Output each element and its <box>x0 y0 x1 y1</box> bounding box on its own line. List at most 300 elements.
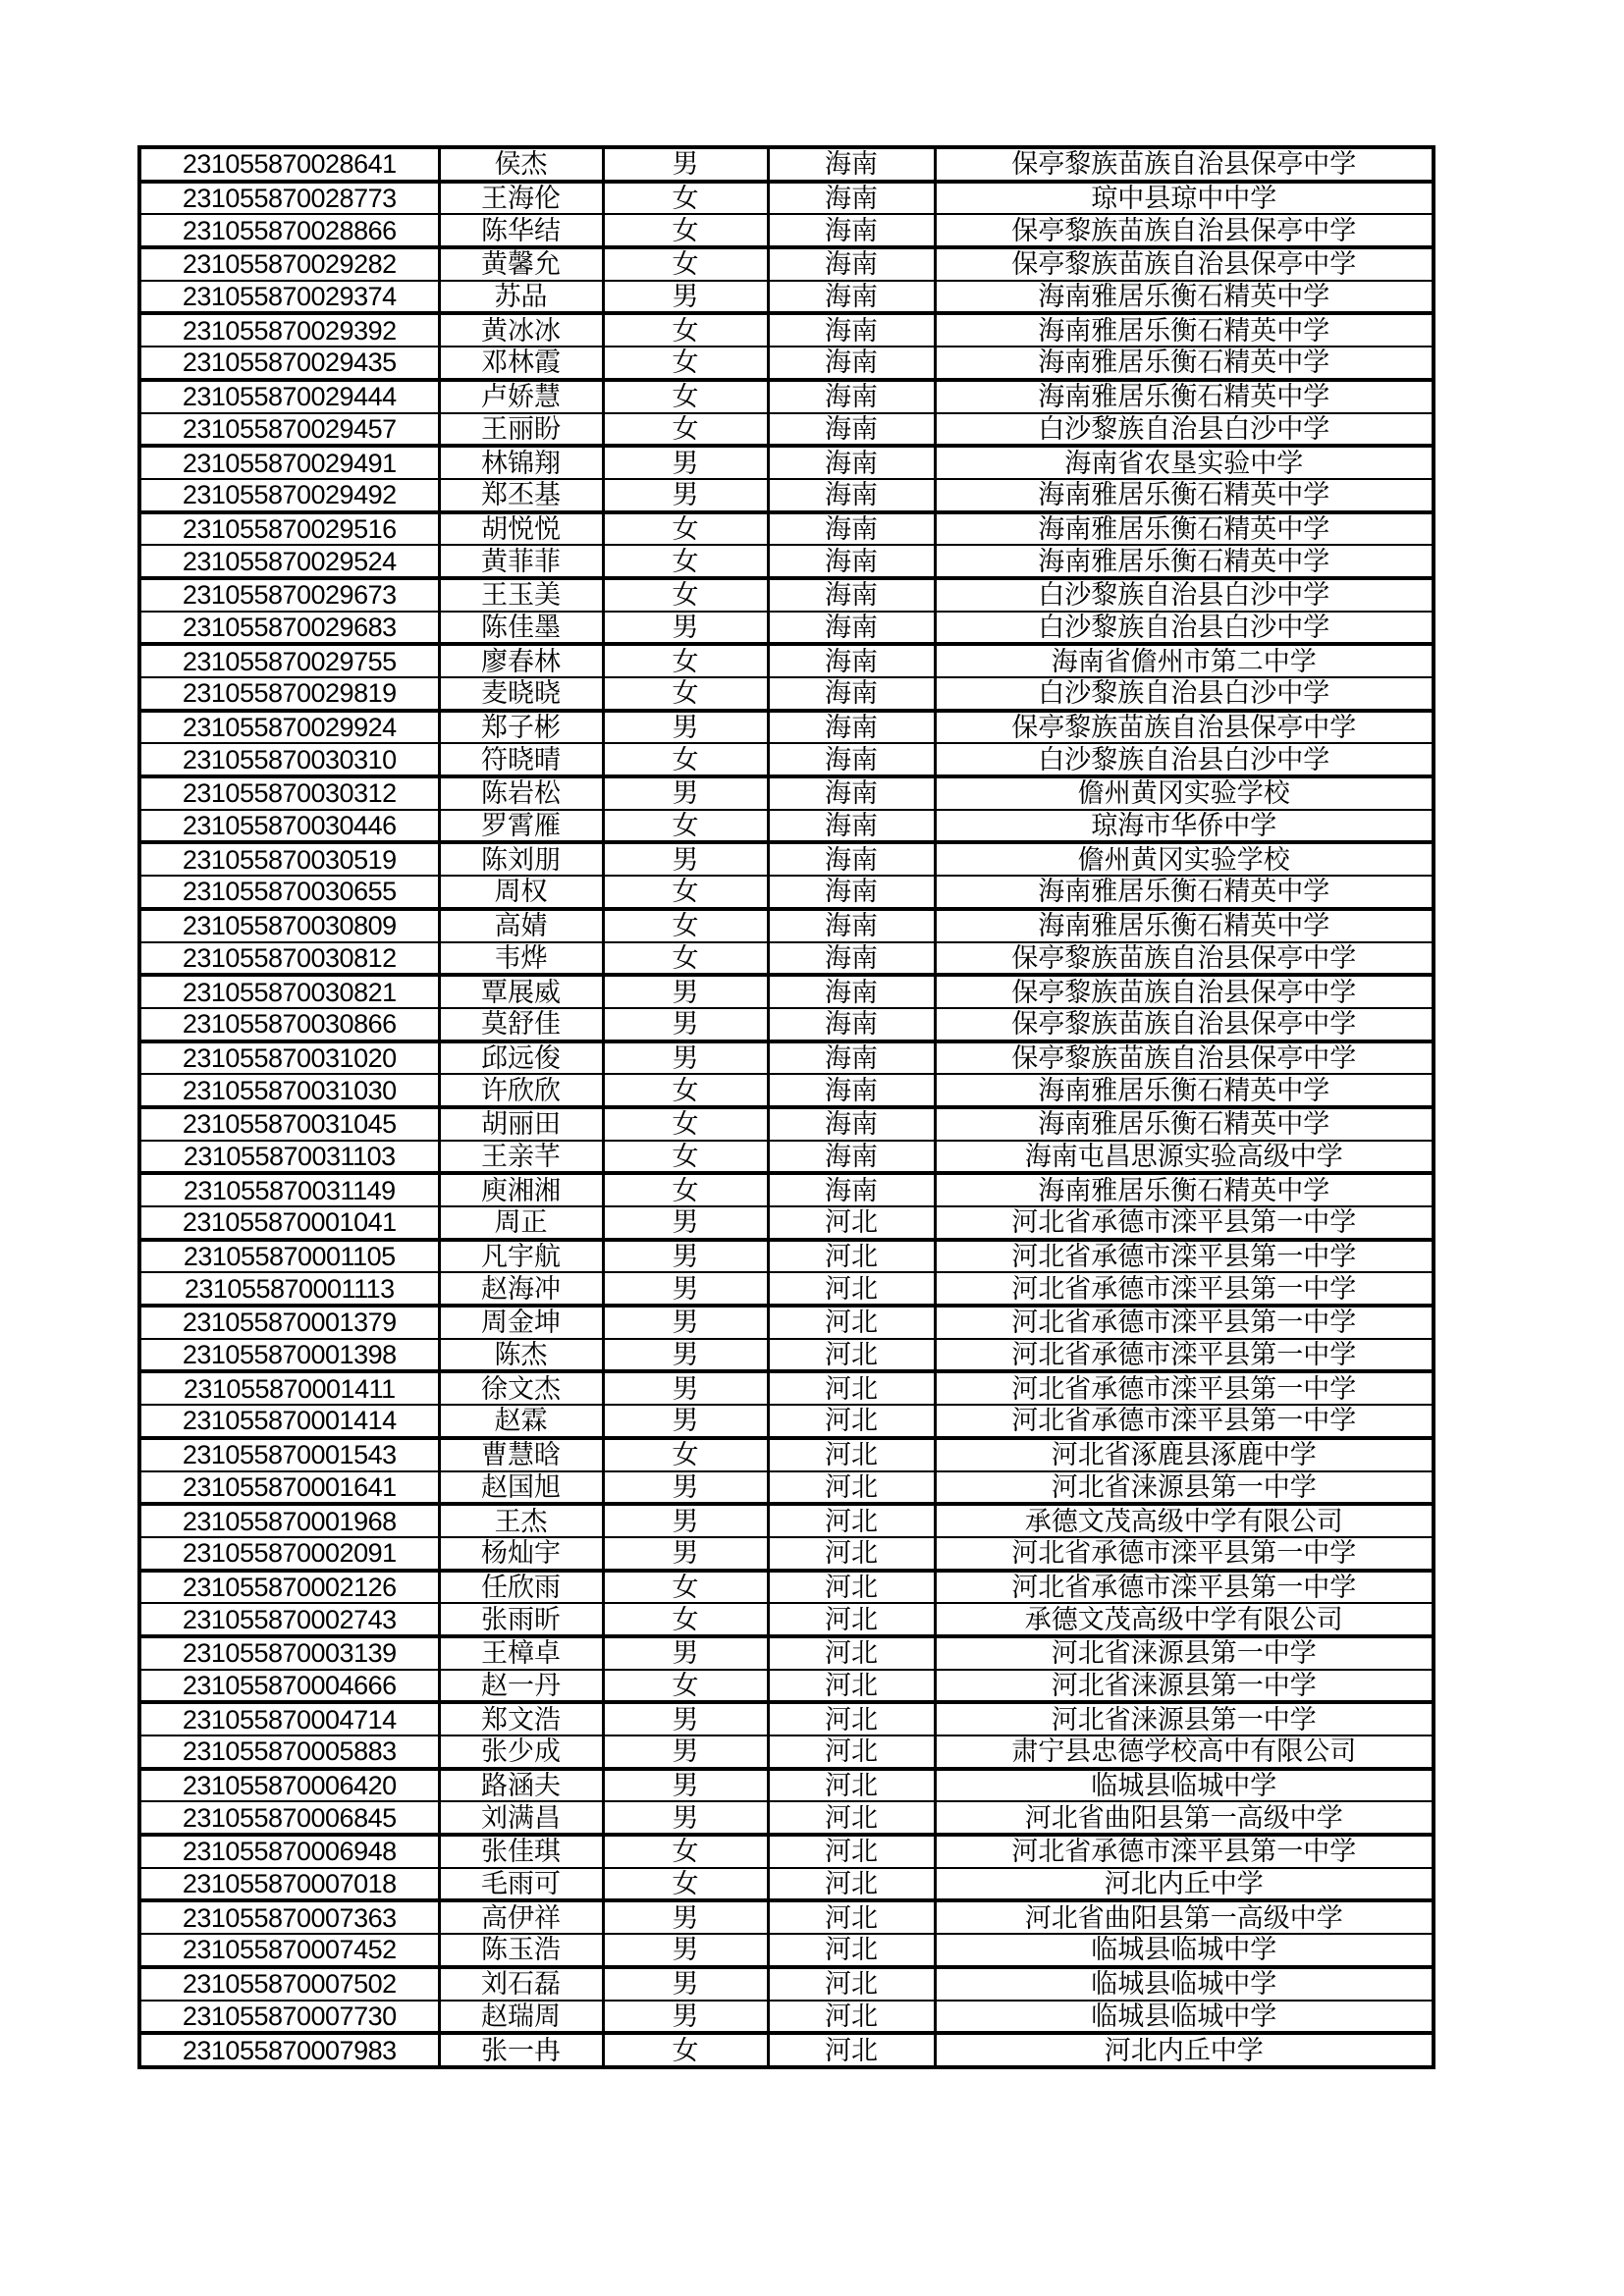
table-row <box>139 1008 1434 1041</box>
table-row <box>139 876 1434 909</box>
gender-cell: 女 <box>603 413 768 447</box>
table-row <box>139 1306 1434 1339</box>
school-cell: 河北省承德市滦平县第一中学 <box>935 1339 1434 1372</box>
province-cell: 海南 <box>768 876 935 909</box>
exam-id-cell: 231055870030866 <box>139 1008 439 1041</box>
school-cell: 保亭黎族苗族自治县保亭中学 <box>935 247 1434 281</box>
school-cell: 河北省承德市滦平县第一中学 <box>935 1240 1434 1273</box>
name-cell: 张一冉 <box>439 2033 603 2067</box>
name-cell: 周金坤 <box>439 1306 603 1339</box>
table-row <box>139 1571 1434 1604</box>
name-cell: 周正 <box>439 1206 603 1240</box>
province-cell: 海南 <box>768 578 935 612</box>
gender-cell: 男 <box>603 281 768 314</box>
exam-id-cell: 231055870007363 <box>139 1900 439 1934</box>
exam-id-cell: 231055870030310 <box>139 743 439 776</box>
exam-id-cell: 231055870003139 <box>139 1636 439 1670</box>
gender-cell: 男 <box>603 1967 768 2001</box>
school-cell: 儋州黄冈实验学校 <box>935 776 1434 810</box>
gender-cell: 女 <box>603 1835 768 1868</box>
name-cell: 黄馨允 <box>439 247 603 281</box>
school-cell: 海南雅居乐衡石精英中学 <box>935 545 1434 578</box>
table-row <box>139 1636 1434 1670</box>
province-cell: 河北 <box>768 1240 935 1273</box>
gender-cell: 女 <box>603 1074 768 1107</box>
exam-id-cell: 231055870029491 <box>139 446 439 479</box>
school-cell: 河北省涿鹿县涿鹿中学 <box>935 1438 1434 1471</box>
table-row <box>139 479 1434 512</box>
name-cell: 曹慧晗 <box>439 1438 603 1471</box>
exam-id-cell: 231055870030812 <box>139 942 439 976</box>
school-cell: 琼海市华侨中学 <box>935 810 1434 843</box>
province-cell: 河北 <box>768 1900 935 1934</box>
table-row <box>139 1868 1434 1901</box>
name-cell: 刘满昌 <box>439 1801 603 1835</box>
school-cell: 临城县临城中学 <box>935 1967 1434 2001</box>
name-cell: 路涵夫 <box>439 1769 603 1802</box>
gender-cell: 男 <box>603 1735 768 1769</box>
name-cell: 侯杰 <box>439 147 603 182</box>
name-cell: 邱远俊 <box>439 1041 603 1075</box>
gender-cell: 男 <box>603 1371 768 1405</box>
province-cell: 河北 <box>768 1801 935 1835</box>
school-cell: 海南省儋州市第二中学 <box>935 644 1434 677</box>
school-cell: 河北省涞源县第一中学 <box>935 1636 1434 1670</box>
province-cell: 海南 <box>768 1008 935 1041</box>
school-cell: 河北省涞源县第一中学 <box>935 1670 1434 1703</box>
gender-cell: 男 <box>603 479 768 512</box>
table-row <box>139 313 1434 347</box>
table-row <box>139 147 1434 182</box>
province-cell: 海南 <box>768 975 935 1008</box>
province-cell: 河北 <box>768 1371 935 1405</box>
name-cell: 赵海冲 <box>439 1272 603 1306</box>
gender-cell: 男 <box>603 1008 768 1041</box>
exam-id-cell: 231055870007983 <box>139 2033 439 2067</box>
gender-cell: 男 <box>603 1702 768 1735</box>
name-cell: 卢娇慧 <box>439 380 603 413</box>
gender-cell: 男 <box>603 711 768 744</box>
school-cell: 河北省涞源县第一中学 <box>935 1471 1434 1505</box>
exam-id-cell: 231055870029374 <box>139 281 439 314</box>
school-cell: 河北省承德市滦平县第一中学 <box>935 1571 1434 1604</box>
gender-cell: 男 <box>603 842 768 876</box>
table-row <box>139 644 1434 677</box>
exam-id-cell: 231055870004714 <box>139 1702 439 1735</box>
gender-cell: 男 <box>603 975 768 1008</box>
name-cell: 张雨昕 <box>439 1603 603 1636</box>
name-cell: 赵一丹 <box>439 1670 603 1703</box>
exam-id-cell: 231055870007452 <box>139 1934 439 1967</box>
name-cell: 陈杰 <box>439 1339 603 1372</box>
exam-id-cell: 231055870029282 <box>139 247 439 281</box>
gender-cell: 男 <box>603 776 768 810</box>
exam-id-cell: 231055870001105 <box>139 1240 439 1273</box>
name-cell: 许欣欣 <box>439 1074 603 1107</box>
table-row <box>139 1835 1434 1868</box>
table-row <box>139 247 1434 281</box>
table-row <box>139 1471 1434 1505</box>
gender-cell: 男 <box>603 1537 768 1571</box>
gender-cell: 女 <box>603 909 768 942</box>
school-cell: 保亭黎族苗族自治县保亭中学 <box>935 942 1434 976</box>
school-cell: 海南屯昌思源实验高级中学 <box>935 1141 1434 1174</box>
exam-id-cell: 231055870001379 <box>139 1306 439 1339</box>
name-cell: 郑文浩 <box>439 1702 603 1735</box>
exam-id-cell: 231055870031045 <box>139 1107 439 1141</box>
gender-cell: 女 <box>603 578 768 612</box>
name-cell: 陈佳墨 <box>439 612 603 645</box>
school-cell: 海南雅居乐衡石精英中学 <box>935 380 1434 413</box>
name-cell: 张佳琪 <box>439 1835 603 1868</box>
province-cell: 海南 <box>768 545 935 578</box>
table-row <box>139 842 1434 876</box>
exam-id-cell: 231055870002126 <box>139 1571 439 1604</box>
school-cell: 河北省曲阳县第一高级中学 <box>935 1801 1434 1835</box>
table-row <box>139 2001 1434 2034</box>
table-row <box>139 1934 1434 1967</box>
exam-id-cell: 231055870002091 <box>139 1537 439 1571</box>
school-cell: 河北省涞源县第一中学 <box>935 1702 1434 1735</box>
school-cell: 保亭黎族苗族自治县保亭中学 <box>935 147 1434 182</box>
school-cell: 白沙黎族自治县白沙中学 <box>935 578 1434 612</box>
school-cell: 临城县临城中学 <box>935 1769 1434 1802</box>
province-cell: 海南 <box>768 1141 935 1174</box>
school-cell: 河北内丘中学 <box>935 2033 1434 2067</box>
table-row <box>139 1967 1434 2001</box>
table-row <box>139 380 1434 413</box>
gender-cell: 男 <box>603 1900 768 1934</box>
name-cell: 陈岩松 <box>439 776 603 810</box>
province-cell: 河北 <box>768 1735 935 1769</box>
school-cell: 海南雅居乐衡石精英中学 <box>935 281 1434 314</box>
gender-cell: 女 <box>603 1571 768 1604</box>
school-cell: 白沙黎族自治县白沙中学 <box>935 677 1434 711</box>
exam-id-cell: 231055870006845 <box>139 1801 439 1835</box>
name-cell: 刘石磊 <box>439 1967 603 2001</box>
province-cell: 海南 <box>768 810 935 843</box>
province-cell: 河北 <box>768 1967 935 2001</box>
gender-cell: 女 <box>603 214 768 247</box>
province-cell: 海南 <box>768 214 935 247</box>
name-cell: 赵霖 <box>439 1405 603 1438</box>
table-row <box>139 347 1434 380</box>
exam-id-cell: 231055870001641 <box>139 1471 439 1505</box>
school-cell: 白沙黎族自治县白沙中学 <box>935 743 1434 776</box>
province-cell: 海南 <box>768 479 935 512</box>
name-cell: 周权 <box>439 876 603 909</box>
gender-cell: 男 <box>603 1934 768 1967</box>
gender-cell: 女 <box>603 247 768 281</box>
gender-cell: 男 <box>603 1769 768 1802</box>
name-cell: 陈华结 <box>439 214 603 247</box>
province-cell: 海南 <box>768 743 935 776</box>
gender-cell: 女 <box>603 545 768 578</box>
school-cell: 临城县临城中学 <box>935 1934 1434 1967</box>
province-cell: 河北 <box>768 1306 935 1339</box>
table-row <box>139 776 1434 810</box>
table-row <box>139 1074 1434 1107</box>
school-cell: 海南雅居乐衡石精英中学 <box>935 347 1434 380</box>
table-row <box>139 612 1434 645</box>
name-cell: 邓林霞 <box>439 347 603 380</box>
exam-id-cell: 231055870029673 <box>139 578 439 612</box>
exam-id-cell: 231055870029435 <box>139 347 439 380</box>
province-cell: 河北 <box>768 1339 935 1372</box>
table-row <box>139 512 1434 546</box>
table-row <box>139 1504 1434 1537</box>
name-cell: 林锦翔 <box>439 446 603 479</box>
province-cell: 河北 <box>768 2001 935 2034</box>
exam-id-cell: 231055870007502 <box>139 1967 439 2001</box>
table-row <box>139 1041 1434 1075</box>
name-cell: 陈刘朋 <box>439 842 603 876</box>
province-cell: 河北 <box>768 1438 935 1471</box>
exam-id-cell: 231055870029516 <box>139 512 439 546</box>
student-roster-table <box>137 145 1435 2069</box>
school-cell: 海南省农垦实验中学 <box>935 446 1434 479</box>
school-cell: 白沙黎族自治县白沙中学 <box>935 612 1434 645</box>
name-cell: 杨灿宇 <box>439 1537 603 1571</box>
table-row <box>139 1438 1434 1471</box>
gender-cell: 女 <box>603 1107 768 1141</box>
name-cell: 毛雨可 <box>439 1868 603 1901</box>
province-cell: 海南 <box>768 711 935 744</box>
province-cell: 河北 <box>768 1702 935 1735</box>
school-cell: 海南雅居乐衡石精英中学 <box>935 1074 1434 1107</box>
school-cell: 保亭黎族苗族自治县保亭中学 <box>935 975 1434 1008</box>
school-cell: 河北省承德市滦平县第一中学 <box>935 1206 1434 1240</box>
table-row <box>139 942 1434 976</box>
exam-id-cell: 231055870029392 <box>139 313 439 347</box>
exam-id-cell: 231055870028866 <box>139 214 439 247</box>
school-cell: 海南雅居乐衡石精英中学 <box>935 313 1434 347</box>
table-row <box>139 1900 1434 1934</box>
exam-id-cell: 231055870029492 <box>139 479 439 512</box>
province-cell: 海南 <box>768 182 935 215</box>
table-row <box>139 1405 1434 1438</box>
table-row <box>139 1107 1434 1141</box>
exam-id-cell: 231055870029924 <box>139 711 439 744</box>
name-cell: 廖春林 <box>439 644 603 677</box>
table-row <box>139 545 1434 578</box>
name-cell: 黄冰冰 <box>439 313 603 347</box>
name-cell: 王海伦 <box>439 182 603 215</box>
province-cell: 海南 <box>768 909 935 942</box>
gender-cell: 女 <box>603 1670 768 1703</box>
province-cell: 河北 <box>768 1537 935 1571</box>
province-cell: 海南 <box>768 612 935 645</box>
exam-id-cell: 231055870001411 <box>139 1371 439 1405</box>
exam-id-cell: 231055870028773 <box>139 182 439 215</box>
gender-cell: 女 <box>603 380 768 413</box>
school-cell: 海南雅居乐衡石精英中学 <box>935 1107 1434 1141</box>
gender-cell: 男 <box>603 1339 768 1372</box>
school-cell: 肃宁县忠德学校高中有限公司 <box>935 1735 1434 1769</box>
table-row <box>139 2033 1434 2067</box>
name-cell: 罗霄雁 <box>439 810 603 843</box>
table-row <box>139 1206 1434 1240</box>
gender-cell: 男 <box>603 1041 768 1075</box>
table-row <box>139 743 1434 776</box>
name-cell: 黄菲菲 <box>439 545 603 578</box>
table-row <box>139 1702 1434 1735</box>
province-cell: 河北 <box>768 1471 935 1505</box>
province-cell: 河北 <box>768 1603 935 1636</box>
name-cell: 王樟卓 <box>439 1636 603 1670</box>
province-cell: 河北 <box>768 1206 935 1240</box>
gender-cell: 男 <box>603 446 768 479</box>
gender-cell: 女 <box>603 1603 768 1636</box>
table-row <box>139 214 1434 247</box>
school-cell: 海南雅居乐衡石精英中学 <box>935 479 1434 512</box>
exam-id-cell: 231055870030312 <box>139 776 439 810</box>
exam-id-cell: 231055870005883 <box>139 1735 439 1769</box>
school-cell: 临城县临城中学 <box>935 2001 1434 2034</box>
roster-body <box>139 147 1434 2067</box>
name-cell: 高伊祥 <box>439 1900 603 1934</box>
table-row <box>139 281 1434 314</box>
table-row <box>139 677 1434 711</box>
gender-cell: 女 <box>603 743 768 776</box>
province-cell: 海南 <box>768 512 935 546</box>
province-cell: 河北 <box>768 1571 935 1604</box>
exam-id-cell: 231055870029819 <box>139 677 439 711</box>
school-cell: 承德文茂高级中学有限公司 <box>935 1603 1434 1636</box>
province-cell: 海南 <box>768 1173 935 1206</box>
exam-id-cell: 231055870004666 <box>139 1670 439 1703</box>
province-cell: 海南 <box>768 380 935 413</box>
school-cell: 保亭黎族苗族自治县保亭中学 <box>935 1008 1434 1041</box>
school-cell: 海南雅居乐衡石精英中学 <box>935 876 1434 909</box>
name-cell: 苏品 <box>439 281 603 314</box>
province-cell: 海南 <box>768 677 935 711</box>
province-cell: 海南 <box>768 776 935 810</box>
province-cell: 海南 <box>768 446 935 479</box>
name-cell: 郑丕基 <box>439 479 603 512</box>
school-cell: 河北省承德市滦平县第一中学 <box>935 1272 1434 1306</box>
exam-id-cell: 231055870001968 <box>139 1504 439 1537</box>
gender-cell: 女 <box>603 1141 768 1174</box>
gender-cell: 男 <box>603 1636 768 1670</box>
gender-cell: 女 <box>603 1438 768 1471</box>
province-cell: 河北 <box>768 1670 935 1703</box>
gender-cell: 女 <box>603 1173 768 1206</box>
table-row <box>139 909 1434 942</box>
gender-cell: 女 <box>603 1868 768 1901</box>
school-cell: 儋州黄冈实验学校 <box>935 842 1434 876</box>
gender-cell: 女 <box>603 512 768 546</box>
gender-cell: 女 <box>603 644 768 677</box>
table-row <box>139 1801 1434 1835</box>
exam-id-cell: 231055870029444 <box>139 380 439 413</box>
exam-id-cell: 231055870029683 <box>139 612 439 645</box>
name-cell: 赵瑞周 <box>439 2001 603 2034</box>
exam-id-cell: 231055870001041 <box>139 1206 439 1240</box>
gender-cell: 女 <box>603 182 768 215</box>
exam-id-cell: 231055870030809 <box>139 909 439 942</box>
gender-cell: 女 <box>603 313 768 347</box>
name-cell: 庾湘湘 <box>439 1173 603 1206</box>
province-cell: 河北 <box>768 1636 935 1670</box>
name-cell: 麦晓晓 <box>439 677 603 711</box>
gender-cell: 男 <box>603 612 768 645</box>
table-row <box>139 182 1434 215</box>
school-cell: 保亭黎族苗族自治县保亭中学 <box>935 214 1434 247</box>
province-cell: 河北 <box>768 1769 935 1802</box>
exam-id-cell: 231055870030821 <box>139 975 439 1008</box>
school-cell: 保亭黎族苗族自治县保亭中学 <box>935 1041 1434 1075</box>
school-cell: 河北内丘中学 <box>935 1868 1434 1901</box>
exam-id-cell: 231055870030446 <box>139 810 439 843</box>
gender-cell: 男 <box>603 1801 768 1835</box>
province-cell: 海南 <box>768 1041 935 1075</box>
exam-id-cell: 231055870029524 <box>139 545 439 578</box>
province-cell: 海南 <box>768 247 935 281</box>
gender-cell: 男 <box>603 1504 768 1537</box>
table-row <box>139 1603 1434 1636</box>
school-cell: 河北省承德市滦平县第一中学 <box>935 1306 1434 1339</box>
province-cell: 河北 <box>768 1504 935 1537</box>
name-cell: 郑子彬 <box>439 711 603 744</box>
gender-cell: 女 <box>603 942 768 976</box>
exam-id-cell: 231055870001398 <box>139 1339 439 1372</box>
exam-id-cell: 231055870001414 <box>139 1405 439 1438</box>
name-cell: 凡宇航 <box>439 1240 603 1273</box>
province-cell: 海南 <box>768 1107 935 1141</box>
province-cell: 河北 <box>768 1405 935 1438</box>
exam-id-cell: 231055870029457 <box>139 413 439 447</box>
province-cell: 河北 <box>768 1272 935 1306</box>
gender-cell: 男 <box>603 147 768 182</box>
exam-id-cell: 231055870029755 <box>139 644 439 677</box>
name-cell: 覃展威 <box>439 975 603 1008</box>
school-cell: 河北省承德市滦平县第一中学 <box>935 1835 1434 1868</box>
table-row <box>139 1537 1434 1571</box>
gender-cell: 女 <box>603 677 768 711</box>
school-cell: 海南雅居乐衡石精英中学 <box>935 1173 1434 1206</box>
exam-id-cell: 231055870031103 <box>139 1141 439 1174</box>
exam-id-cell: 231055870031020 <box>139 1041 439 1075</box>
exam-id-cell: 231055870007730 <box>139 2001 439 2034</box>
exam-id-cell: 231055870028641 <box>139 147 439 182</box>
name-cell: 胡丽田 <box>439 1107 603 1141</box>
name-cell: 王丽盼 <box>439 413 603 447</box>
table-row <box>139 1240 1434 1273</box>
name-cell: 任欣雨 <box>439 1571 603 1604</box>
school-cell: 河北省承德市滦平县第一中学 <box>935 1405 1434 1438</box>
exam-id-cell: 231055870031030 <box>139 1074 439 1107</box>
exam-id-cell: 231055870030655 <box>139 876 439 909</box>
gender-cell: 男 <box>603 1405 768 1438</box>
school-cell: 海南雅居乐衡石精英中学 <box>935 512 1434 546</box>
name-cell: 高婧 <box>439 909 603 942</box>
province-cell: 河北 <box>768 1835 935 1868</box>
table-row <box>139 413 1434 447</box>
table-row <box>139 711 1434 744</box>
gender-cell: 男 <box>603 1240 768 1273</box>
exam-id-cell: 231055870031149 <box>139 1173 439 1206</box>
province-cell: 河北 <box>768 2033 935 2067</box>
gender-cell: 女 <box>603 876 768 909</box>
table-row <box>139 446 1434 479</box>
table-row <box>139 1339 1434 1372</box>
name-cell: 张少成 <box>439 1735 603 1769</box>
name-cell: 符晓晴 <box>439 743 603 776</box>
province-cell: 海南 <box>768 281 935 314</box>
exam-id-cell: 231055870006948 <box>139 1835 439 1868</box>
table-row <box>139 1769 1434 1802</box>
